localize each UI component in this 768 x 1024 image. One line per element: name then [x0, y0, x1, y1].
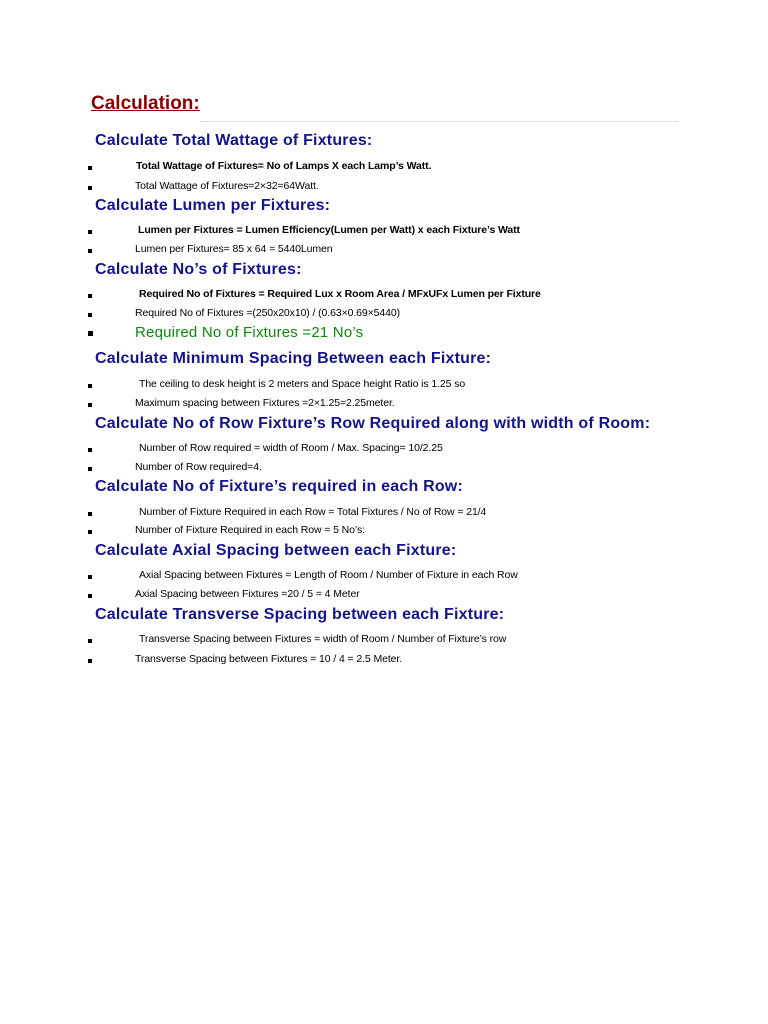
section-heading-number-of-fixtures: Calculate No’s of Fixtures:: [95, 261, 302, 278]
bullet-icon: [88, 186, 92, 190]
list-item: [0, 307, 768, 323]
list-item: [0, 524, 768, 540]
list-item-text: Transverse Spacing between Fixtures = width of Room / Number of Fixture’s row: [139, 633, 507, 645]
section-heading-fixtures-per-row: Calculate No of Fixture’s required in each Row:: [95, 478, 463, 495]
list-item: [0, 288, 768, 304]
list-item: [0, 243, 768, 259]
title-divider: [200, 121, 678, 122]
bullet-icon: [88, 639, 92, 643]
bullet-icon: [88, 467, 92, 471]
bullet-icon: [88, 313, 92, 317]
bullet-icon: [88, 448, 92, 452]
list-item: [0, 569, 768, 585]
list-item-text: Number of Fixture Required in each Row = Total Fixtures / No of Row = 21/4: [139, 506, 487, 518]
bullet-icon: [88, 530, 92, 534]
bullet-icon: [88, 594, 92, 598]
list-item: [0, 160, 768, 176]
list-item-text: Total Wattage of Fixtures=2×32=64Watt.: [135, 180, 319, 192]
page-title: Calculation:: [91, 93, 200, 114]
bullet-icon: [88, 294, 92, 298]
list-item: [0, 378, 768, 394]
section-heading-total-wattage: Calculate Total Wattage of Fixtures:: [95, 132, 373, 149]
bullet-icon: [88, 384, 92, 388]
bullet-icon: [88, 512, 92, 516]
section-heading-minimum-spacing: Calculate Minimum Spacing Between each Fixture:: [95, 350, 492, 367]
list-item-text: Transverse Spacing between Fixtures = 10 / 4 = 2.5 Meter.: [135, 653, 403, 665]
bullet-icon: [88, 403, 92, 407]
list-item: [0, 588, 768, 604]
bullet-icon: [88, 575, 92, 579]
bullet-icon: [88, 166, 92, 170]
list-item: [0, 224, 768, 240]
list-item-text: The ceiling to desk height is 2 meters and Space height Ratio is 1.25 so: [139, 378, 466, 390]
list-item: [0, 397, 768, 413]
list-item-text: Lumen per Fixtures= 85 x 64 = 5440Lumen: [135, 243, 333, 255]
result-highlight: Required No of Fixtures =21 No’s: [135, 324, 364, 341]
list-item-text: Maximum spacing between Fixtures =2×1.25=2.25meter.: [135, 397, 395, 409]
section-heading-axial-spacing: Calculate Axial Spacing between each Fixture:: [95, 542, 457, 559]
bullet-icon: [88, 659, 92, 663]
list-item-text: Axial Spacing between Fixtures =20 / 5 = 4 Meter: [135, 588, 360, 600]
list-item-text: Axial Spacing between Fixtures = Length of Room / Number of Fixture in each Row: [139, 569, 518, 581]
section-heading-lumen-per-fixture: Calculate Lumen per Fixtures:: [95, 197, 331, 214]
list-item-text: Required No of Fixtures =(250x20x10) / (0.63×0.69×5440): [135, 307, 401, 319]
list-item: [0, 461, 768, 477]
list-item-text: Required No of Fixtures = Required Lux x Room Area / MFxUFx Lumen per Fixture: [139, 288, 541, 300]
list-item-text: Number of Fixture Required in each Row = 5 No’s:: [135, 524, 365, 536]
list-item-highlight: [0, 324, 768, 344]
list-item: [0, 633, 768, 649]
bullet-icon: [88, 249, 92, 253]
list-item: [0, 180, 768, 196]
list-item: [0, 653, 768, 669]
section-heading-rows-required: Calculate No of Row Fixture’s Row Required along with width of Room:: [95, 415, 651, 432]
list-item: [0, 506, 768, 522]
list-item-text: Total Wattage of Fixtures= No of Lamps X each Lamp’s Watt.: [136, 160, 432, 172]
list-item-text: Lumen per Fixtures = Lumen Efficiency(Lumen per Watt) x each Fixture’s Watt: [138, 224, 520, 236]
bullet-icon: [88, 230, 92, 234]
bullet-icon: [88, 331, 93, 336]
section-heading-transverse-spacing: Calculate Transverse Spacing between each Fixture:: [95, 606, 505, 623]
list-item: [0, 442, 768, 458]
list-item-text: Number of Row required=4.: [135, 461, 262, 473]
list-item-text: Number of Row required = width of Room / Max. Spacing= 10/2.25: [139, 442, 443, 454]
